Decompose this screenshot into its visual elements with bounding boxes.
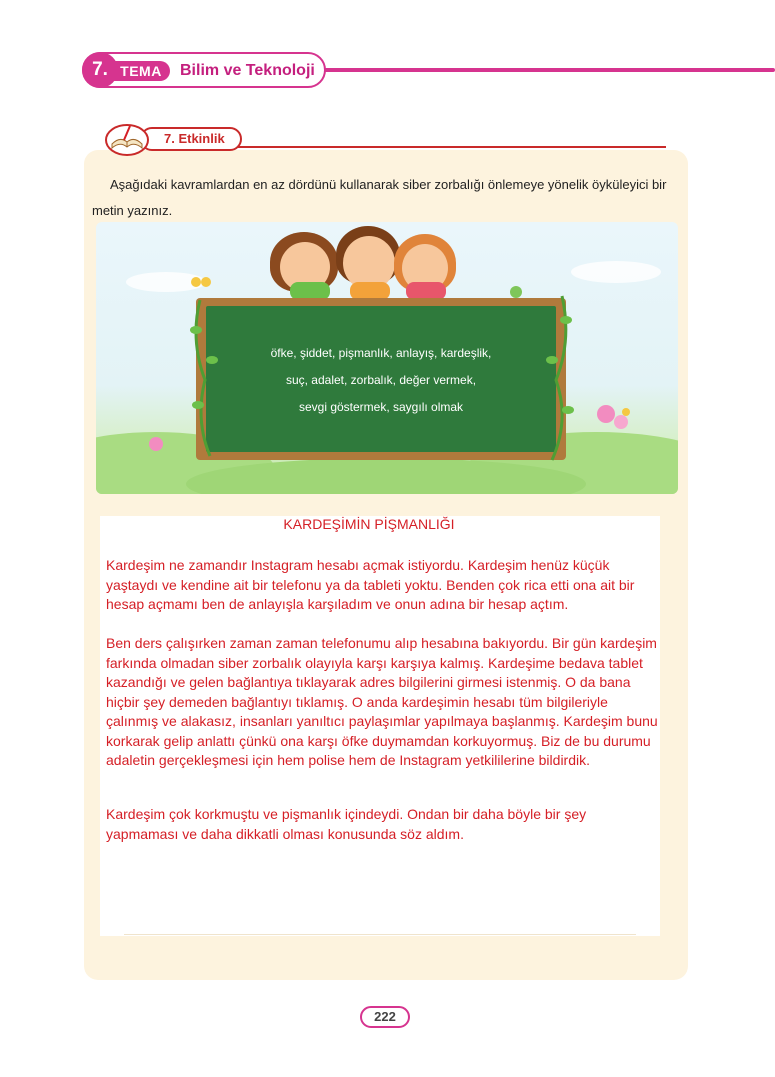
essay-paragraph: Kardeşim çok korkmuştu ve pişmanlık içindeydi. Ondan bir daha böyle bir şey yapmaması ve daha dikkatli olması konusunda söz aldım. (106, 806, 587, 842)
activity-label: 7. Etkinlik (140, 127, 242, 151)
writing-line (124, 934, 636, 935)
concept-line: suç, adalet, zorbalık, değer vermek, (285, 373, 477, 387)
activity-instruction: Aşağıdaki kavramlardan en az dördünü kullanarak siber zorbalığı önlemeye yönelik öyküleyici bir metin yazınız. (92, 177, 667, 218)
theme-number: 7. (82, 52, 118, 88)
page-number: 222 (360, 1006, 410, 1028)
theme-title: Bilim ve Teknoloji (180, 62, 315, 79)
theme-tag: TEMA (112, 61, 170, 81)
essay-title: KARDEŞİMİN PİŞMANLIĞI (283, 516, 455, 532)
concept-list (206, 340, 556, 421)
concept-line: sevgi göstermek, saygılı olmak (298, 400, 464, 414)
essay-paragraph: Kardeşim ne zamandır Instagram hesabı açmak istiyordu. Kardeşim henüz küçük yaştaydı ve kendine ait bir telefonu ya da tableti yoktu. Benden çok rica etti ona ait bir hesap açmamı ben de anlayışla karşıladım ve onun adına bir hesap açtım. (106, 557, 635, 612)
header-rule (300, 68, 775, 72)
concept-line: öfke, şiddet, pişmanlık, anlayış, kardeşlik, (270, 346, 492, 360)
open-book-icon (104, 118, 150, 156)
activity-rule (236, 146, 666, 148)
essay-paragraph: Ben ders çalışırken zaman zaman telefonumu alıp hesabına bakıyordu. Bir gün kardeşim farkında olmadan siber zorbalık olayıyla karşı karşıya kalmış. Kardeşime bedava tablet kazandığı ve gelen bağlantıya tıklayarak adres bilgilerini girmesi istenmiş. O da bana hiçbir şey demeden bağlantıyı tıklamış. O anda kardeşimin hesabı tüm bilgileriyle çalınmış ve alakasız, insanları yanıltıcı paylaşımlar yapılmaya başlanmış. Kardeşim bunu korkarak gelip anlattı çünkü ona karşı öfke duymamdan korkuyormuş. Biz de bu durumu adaletin gerçekleşmesi için hem polise hem de Instagram yetkililerine bildirdik. (106, 635, 658, 768)
